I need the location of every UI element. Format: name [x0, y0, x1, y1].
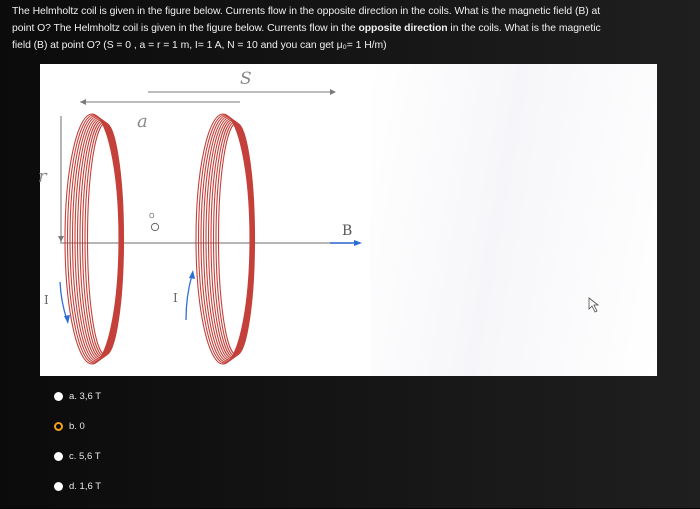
option-c-radio[interactable]	[54, 452, 63, 461]
option-a-radio[interactable]	[54, 392, 63, 401]
option-d[interactable]	[54, 479, 354, 495]
helmholtz-diagram	[40, 64, 657, 376]
option-a[interactable]	[54, 388, 354, 404]
s-arrow-head	[330, 89, 336, 95]
current-arrow-left-head	[64, 315, 70, 324]
option-c-label: c. 5,6 T	[69, 451, 101, 463]
left-coil	[65, 114, 124, 364]
a-label: a	[137, 111, 148, 132]
current-label-left: I	[44, 293, 49, 307]
o-label: O	[149, 212, 155, 220]
r-label: r	[38, 166, 47, 187]
answer-options	[54, 388, 354, 509]
point-o-marker	[151, 223, 158, 230]
option-b-radio[interactable]	[54, 422, 63, 431]
option-a-label: a. 3,6 T	[69, 390, 102, 402]
option-d-radio[interactable]	[54, 482, 63, 491]
question-line-2-start: point O? The Helmholtz coil is given in the figure below. Currents flow in the	[12, 23, 359, 34]
question-text	[12, 3, 692, 54]
option-b[interactable]	[54, 418, 354, 434]
a-arrow-head	[80, 99, 86, 105]
current-label-right: I	[173, 291, 178, 305]
s-label: S	[240, 69, 252, 89]
current-arrow-left	[60, 282, 67, 320]
right-coil	[196, 114, 255, 364]
b-label: B	[342, 223, 353, 239]
mouse-cursor-icon	[589, 298, 598, 312]
question-line-1: The Helmholtz coil is given in the figure below. Currents flow in the opposite direction in the coils. What is the magnetic field (B) at	[12, 6, 601, 17]
option-c[interactable]	[54, 449, 354, 465]
question-emphasis: opposite direction	[358, 23, 448, 34]
question-line-3: field (B) at point O? (S = 0 , a = r = 1 m, I= 1 A, N = 10 and you can get μ₀= 1 H/m)	[12, 40, 387, 51]
current-arrow-right	[186, 275, 192, 320]
question-line-2	[12, 20, 692, 37]
question-line-2-end: in the coils. What is the magnetic	[447, 23, 601, 34]
b-arrow-head	[354, 240, 362, 246]
r-arrow-head	[58, 236, 64, 242]
helmholtz-figure	[40, 64, 657, 376]
option-d-label: d. 1,6 T	[69, 481, 102, 493]
current-arrow-right-head	[189, 270, 195, 279]
option-b-label: b. 0	[69, 420, 85, 432]
